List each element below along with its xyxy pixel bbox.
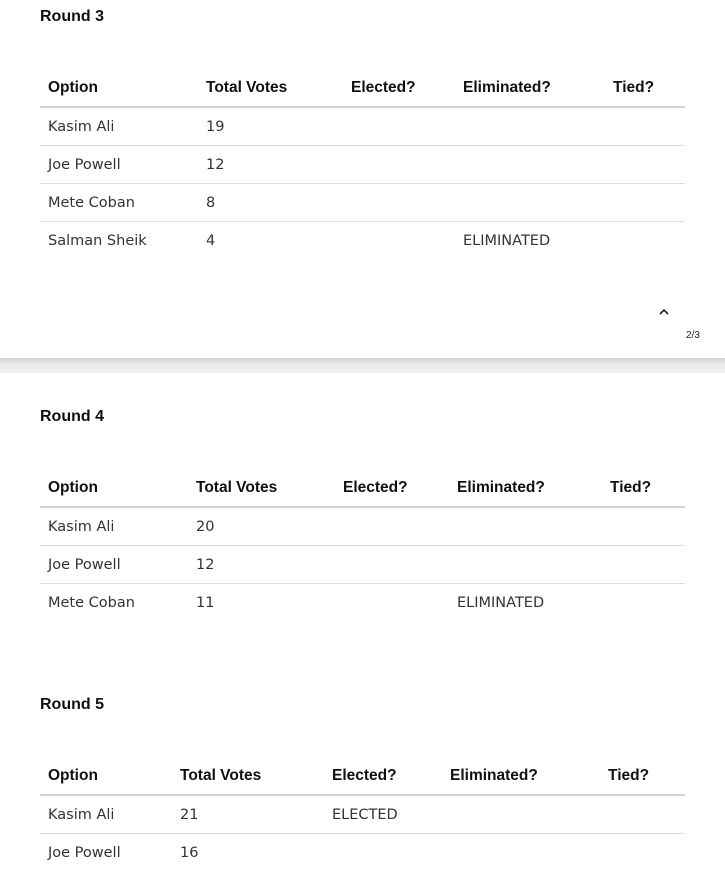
round-5-table bbox=[40, 758, 685, 871]
col-tied-header: Tied? bbox=[605, 70, 685, 107]
col-option-header: Option bbox=[40, 758, 172, 795]
tied-cell bbox=[602, 507, 685, 546]
round-5-title: Round 5 bbox=[40, 696, 104, 713]
col-total-votes-header: Total Votes bbox=[172, 758, 324, 795]
document-page-2 bbox=[0, 0, 725, 358]
votes-cell: 21 bbox=[172, 795, 324, 834]
tied-cell bbox=[602, 584, 685, 622]
col-total-votes-header: Total Votes bbox=[188, 470, 335, 507]
page-separator bbox=[0, 358, 725, 373]
eliminated-cell bbox=[449, 546, 602, 584]
round-3-table bbox=[40, 70, 685, 259]
elected-cell bbox=[324, 834, 442, 871]
col-option-header: Option bbox=[40, 470, 188, 507]
option-cell: Kasim Ali bbox=[40, 507, 188, 546]
tied-cell bbox=[605, 146, 685, 184]
elected-cell bbox=[343, 146, 455, 184]
page-counter: 2/3 bbox=[686, 330, 700, 341]
table-row bbox=[40, 184, 685, 222]
table-row bbox=[40, 795, 685, 834]
table-row bbox=[40, 546, 685, 584]
tied-cell bbox=[605, 107, 685, 146]
option-cell: Joe Powell bbox=[40, 546, 188, 584]
table-row bbox=[40, 584, 685, 622]
round-4-title: Round 4 bbox=[40, 408, 104, 425]
elected-cell bbox=[335, 507, 449, 546]
tied-cell bbox=[602, 546, 685, 584]
eliminated-cell: ELIMINATED bbox=[463, 232, 551, 249]
eliminated-cell bbox=[455, 184, 605, 222]
option-cell: Kasim Ali bbox=[40, 107, 198, 146]
table-row bbox=[40, 507, 685, 546]
elected-cell bbox=[343, 107, 455, 146]
document-page-3 bbox=[0, 373, 725, 871]
col-eliminated-header: Eliminated? bbox=[442, 758, 600, 795]
col-elected-header: Elected? bbox=[335, 470, 449, 507]
eliminated-cell bbox=[442, 795, 600, 834]
eliminated-cell: ELIMINATED bbox=[457, 594, 545, 611]
elected-cell bbox=[335, 584, 449, 622]
col-tied-header: Tied? bbox=[600, 758, 685, 795]
votes-cell: 12 bbox=[198, 146, 343, 184]
elected-cell bbox=[343, 222, 455, 260]
tied-cell bbox=[605, 222, 685, 260]
table-row bbox=[40, 107, 685, 146]
chevron-up-icon[interactable] bbox=[654, 303, 674, 321]
votes-cell: 16 bbox=[180, 844, 199, 861]
col-tied-header: Tied? bbox=[602, 470, 685, 507]
votes-cell: 11 bbox=[196, 594, 215, 611]
elected-cell bbox=[335, 546, 449, 584]
option-cell: Joe Powell bbox=[48, 844, 121, 861]
eliminated-cell bbox=[449, 507, 602, 546]
votes-cell: 19 bbox=[198, 107, 343, 146]
table-row bbox=[40, 146, 685, 184]
option-cell: Mete Coban bbox=[40, 184, 198, 222]
option-cell: Kasim Ali bbox=[40, 795, 172, 834]
table-row bbox=[40, 834, 685, 871]
eliminated-cell bbox=[455, 146, 605, 184]
option-cell: Salman Sheik bbox=[48, 232, 147, 249]
table-header-row bbox=[40, 70, 685, 107]
elected-cell bbox=[343, 184, 455, 222]
col-total-votes-header: Total Votes bbox=[198, 70, 343, 107]
eliminated-cell bbox=[455, 107, 605, 146]
votes-cell: 20 bbox=[188, 507, 335, 546]
table-row bbox=[40, 222, 685, 260]
col-eliminated-header: Eliminated? bbox=[449, 470, 602, 507]
col-option-header: Option bbox=[40, 70, 198, 107]
round-4-table bbox=[40, 470, 685, 621]
option-cell: Joe Powell bbox=[40, 146, 198, 184]
eliminated-cell bbox=[442, 834, 600, 871]
tied-cell bbox=[605, 184, 685, 222]
tied-cell bbox=[600, 834, 685, 871]
option-cell: Mete Coban bbox=[48, 594, 135, 611]
table-header-row bbox=[40, 758, 685, 795]
col-elected-header: Elected? bbox=[324, 758, 442, 795]
round-3-title: Round 3 bbox=[40, 8, 104, 25]
tied-cell bbox=[600, 795, 685, 834]
votes-cell: 4 bbox=[206, 232, 216, 249]
col-elected-header: Elected? bbox=[343, 70, 455, 107]
elected-cell: ELECTED bbox=[324, 795, 442, 834]
col-eliminated-header: Eliminated? bbox=[455, 70, 605, 107]
votes-cell: 8 bbox=[198, 184, 343, 222]
table-header-row bbox=[40, 470, 685, 507]
votes-cell: 12 bbox=[188, 546, 335, 584]
